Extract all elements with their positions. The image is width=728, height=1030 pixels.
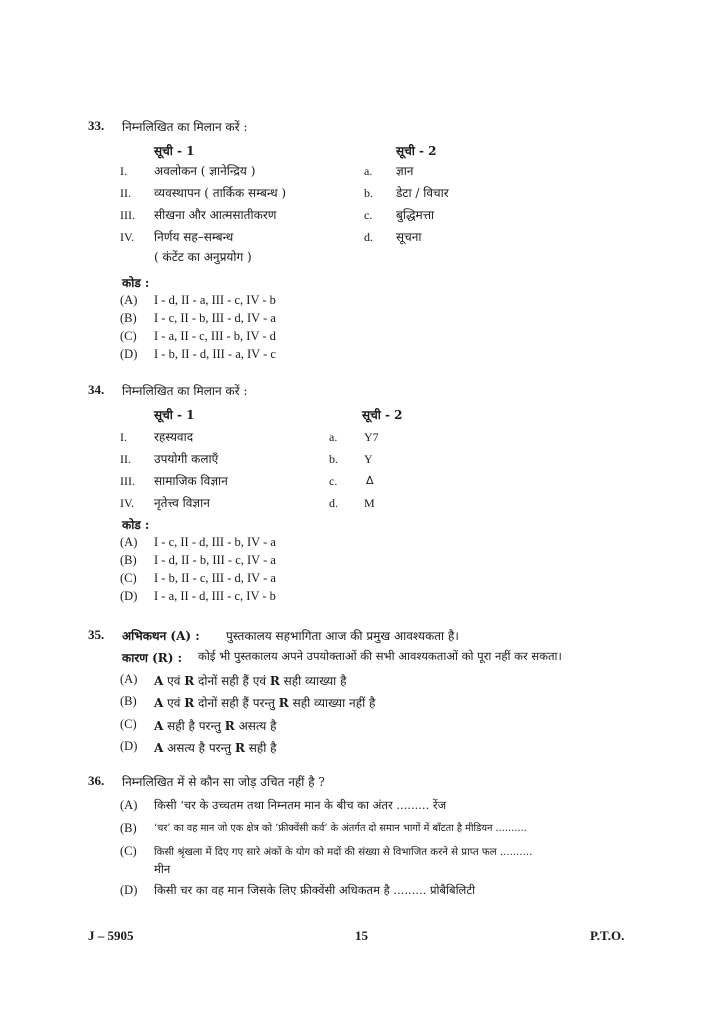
list2-header: सूची - 2 xyxy=(396,144,437,158)
question-number: 36. xyxy=(88,773,105,788)
codes-label: कोड : xyxy=(122,276,150,290)
assertion-label: अभिकथन (A) : xyxy=(122,629,200,643)
question-text: निम्नलिखित का मिलान करें : xyxy=(122,384,248,398)
list1-header: सूची - 1 xyxy=(154,408,195,422)
list1-header: सूची - 1 xyxy=(154,144,195,158)
paper-code: J – 5905 xyxy=(88,928,134,943)
codes-label: कोड : xyxy=(122,518,150,532)
reason-text: कोई भी पुस्तकालय अपने उपयोक्ताओं की सभी आवश्यकताओं को पूरा नहीं कर सकता। xyxy=(198,649,562,663)
question-text: निम्नलिखित में से कौन सा जोड़ उचित नहीं है ? xyxy=(122,775,325,789)
reason-label: कारण (R) : xyxy=(122,651,183,665)
pto-label: P.T.O. xyxy=(590,928,625,943)
question-number: 34. xyxy=(88,382,105,397)
list2-header: सूची - 2 xyxy=(362,408,403,422)
question-number: 33. xyxy=(88,118,105,133)
page-number: 15 xyxy=(355,928,368,943)
question-number: 35. xyxy=(88,627,105,642)
assertion-text: पुस्तकालय सहभागिता आज की प्रमुख आवश्यकता है। xyxy=(226,629,459,643)
question-text: निम्नलिखित का मिलान करें : xyxy=(122,120,248,134)
